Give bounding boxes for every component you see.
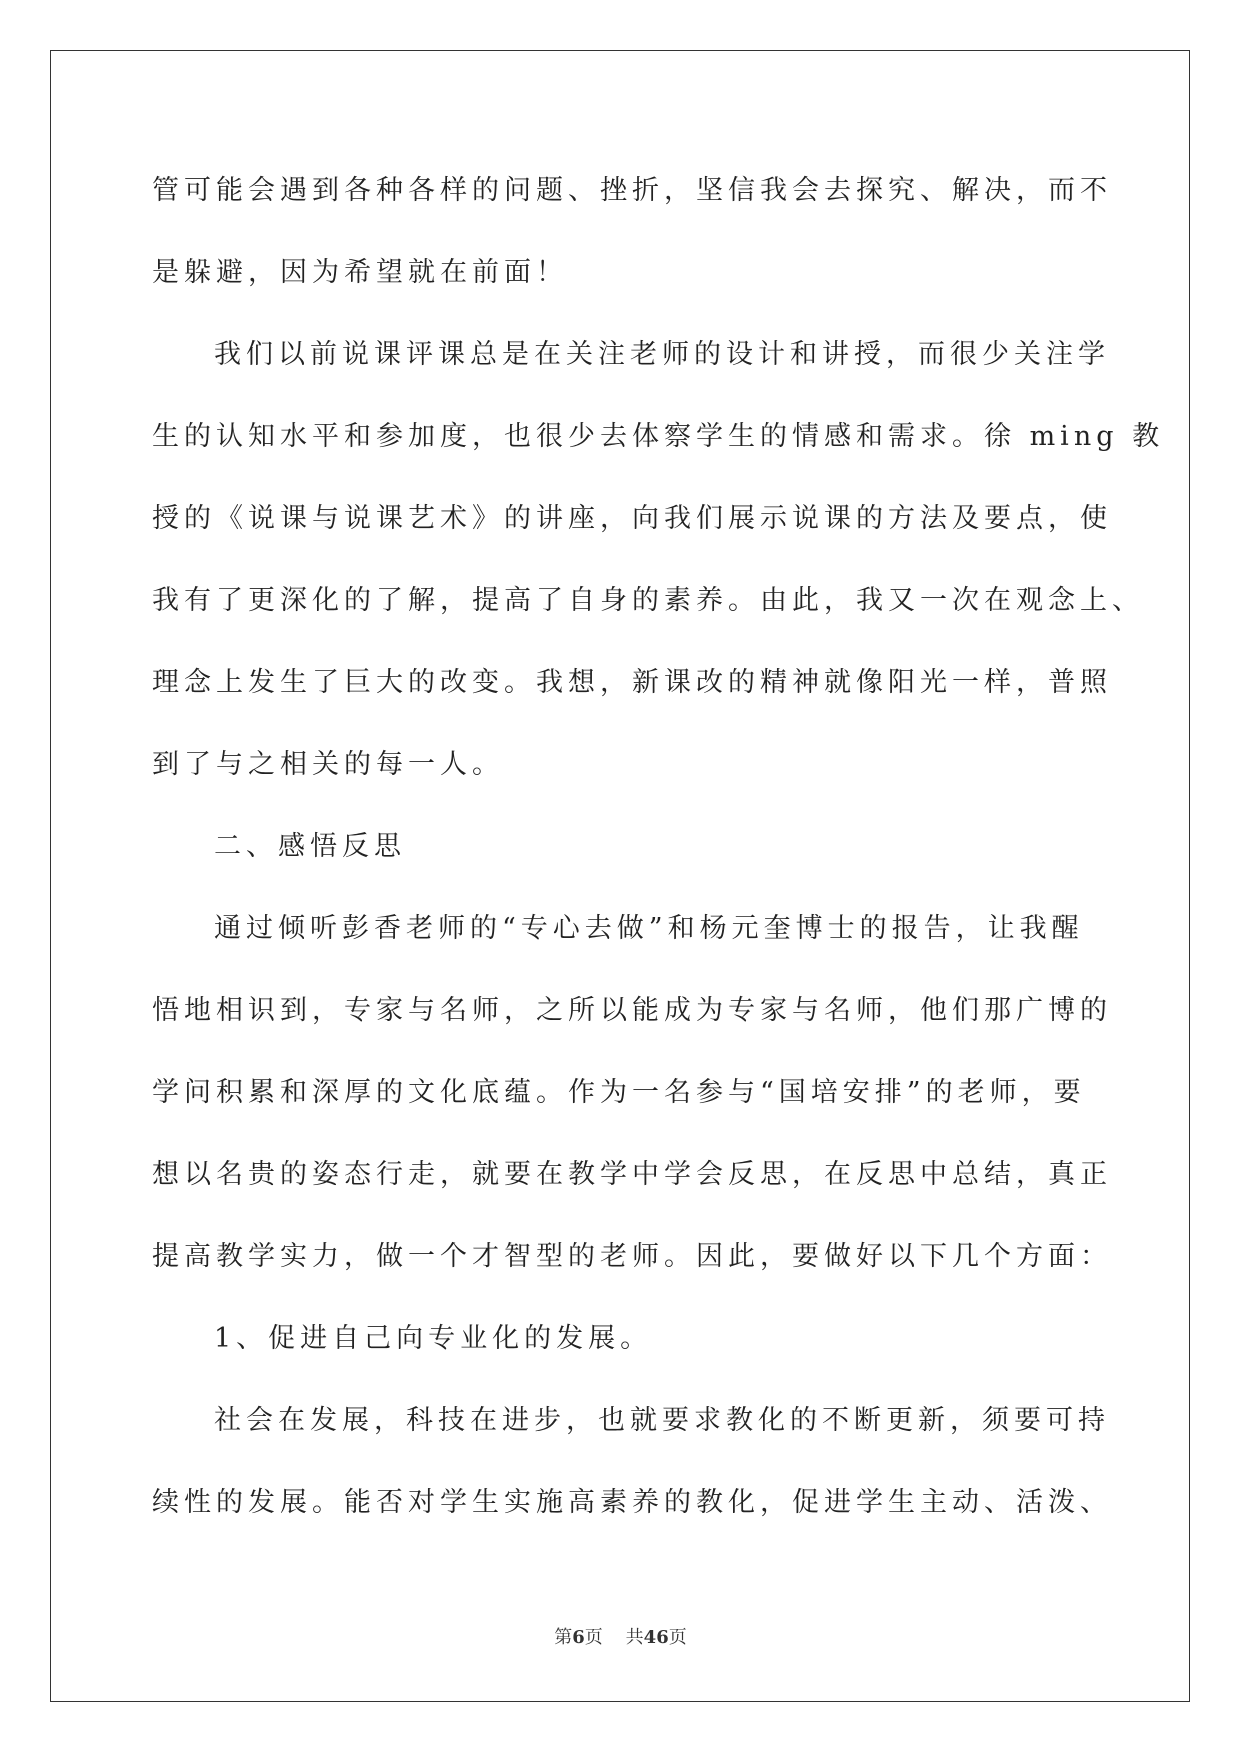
text-line: 授的《说课与说课艺术》的讲座，向我们展示说课的方法及要点，使 bbox=[152, 503, 1112, 534]
text-line: 生的认知水平和参加度，也很少去体察学生的情感和需求。徐 ming 教 bbox=[152, 421, 1165, 452]
text-line: 续性的发展。能否对学生实施高素养的教化，促进学生主动、活泼、 bbox=[152, 1487, 1112, 1518]
text-line: 想以名贵的姿态行走，就要在教学中学会反思，在反思中总结，真正 bbox=[152, 1159, 1112, 1190]
page-footer bbox=[0, 1626, 1241, 1650]
text-line: 学问积累和深厚的文化底蕴。作为一名参与“国培安排”的老师，要 bbox=[152, 1077, 1086, 1108]
footer-total-prefix: 共 bbox=[625, 1627, 644, 1648]
text-line: 我有了更深化的了解，提高了自身的素养。由此，我又一次在观念上、 bbox=[152, 585, 1144, 616]
text-line: 管可能会遇到各种各样的问题、挫折，坚信我会去探究、解决，而不 bbox=[152, 175, 1112, 206]
footer-page-suffix: 页 bbox=[584, 1627, 603, 1648]
text-line: 我们以前说课评课总是在关注老师的设计和讲授，而很少关注学 bbox=[214, 339, 1110, 370]
list-item-heading: 1、促进自己向专业化的发展。 bbox=[214, 1323, 653, 1354]
text-line: 通过倾听彭香老师的“专心去做”和杨元奎博士的报告，让我醒 bbox=[214, 913, 1084, 944]
footer-prefix: 第 bbox=[554, 1627, 573, 1648]
text-line: 理念上发生了巨大的改变。我想，新课改的精神就像阳光一样，普照 bbox=[152, 667, 1112, 698]
text-line: 提高教学实力，做一个才智型的老师。因此，要做好以下几个方面： bbox=[152, 1241, 1112, 1272]
document-body bbox=[152, 162, 1165, 1556]
current-page-number: 6 bbox=[572, 1627, 585, 1648]
text-line: 社会在发展，科技在进步，也就要求教化的不断更新，须要可持 bbox=[214, 1405, 1110, 1436]
text-line: 到了与之相关的每一人。 bbox=[152, 749, 504, 780]
text-line: 是躲避，因为希望就在前面！ bbox=[152, 257, 568, 288]
text-line: 悟地相识到，专家与名师，之所以能成为专家与名师，他们那广博的 bbox=[152, 995, 1112, 1026]
footer-total-suffix: 页 bbox=[668, 1627, 687, 1648]
total-page-count: 46 bbox=[643, 1627, 669, 1648]
section-heading: 二、感悟反思 bbox=[214, 831, 406, 862]
